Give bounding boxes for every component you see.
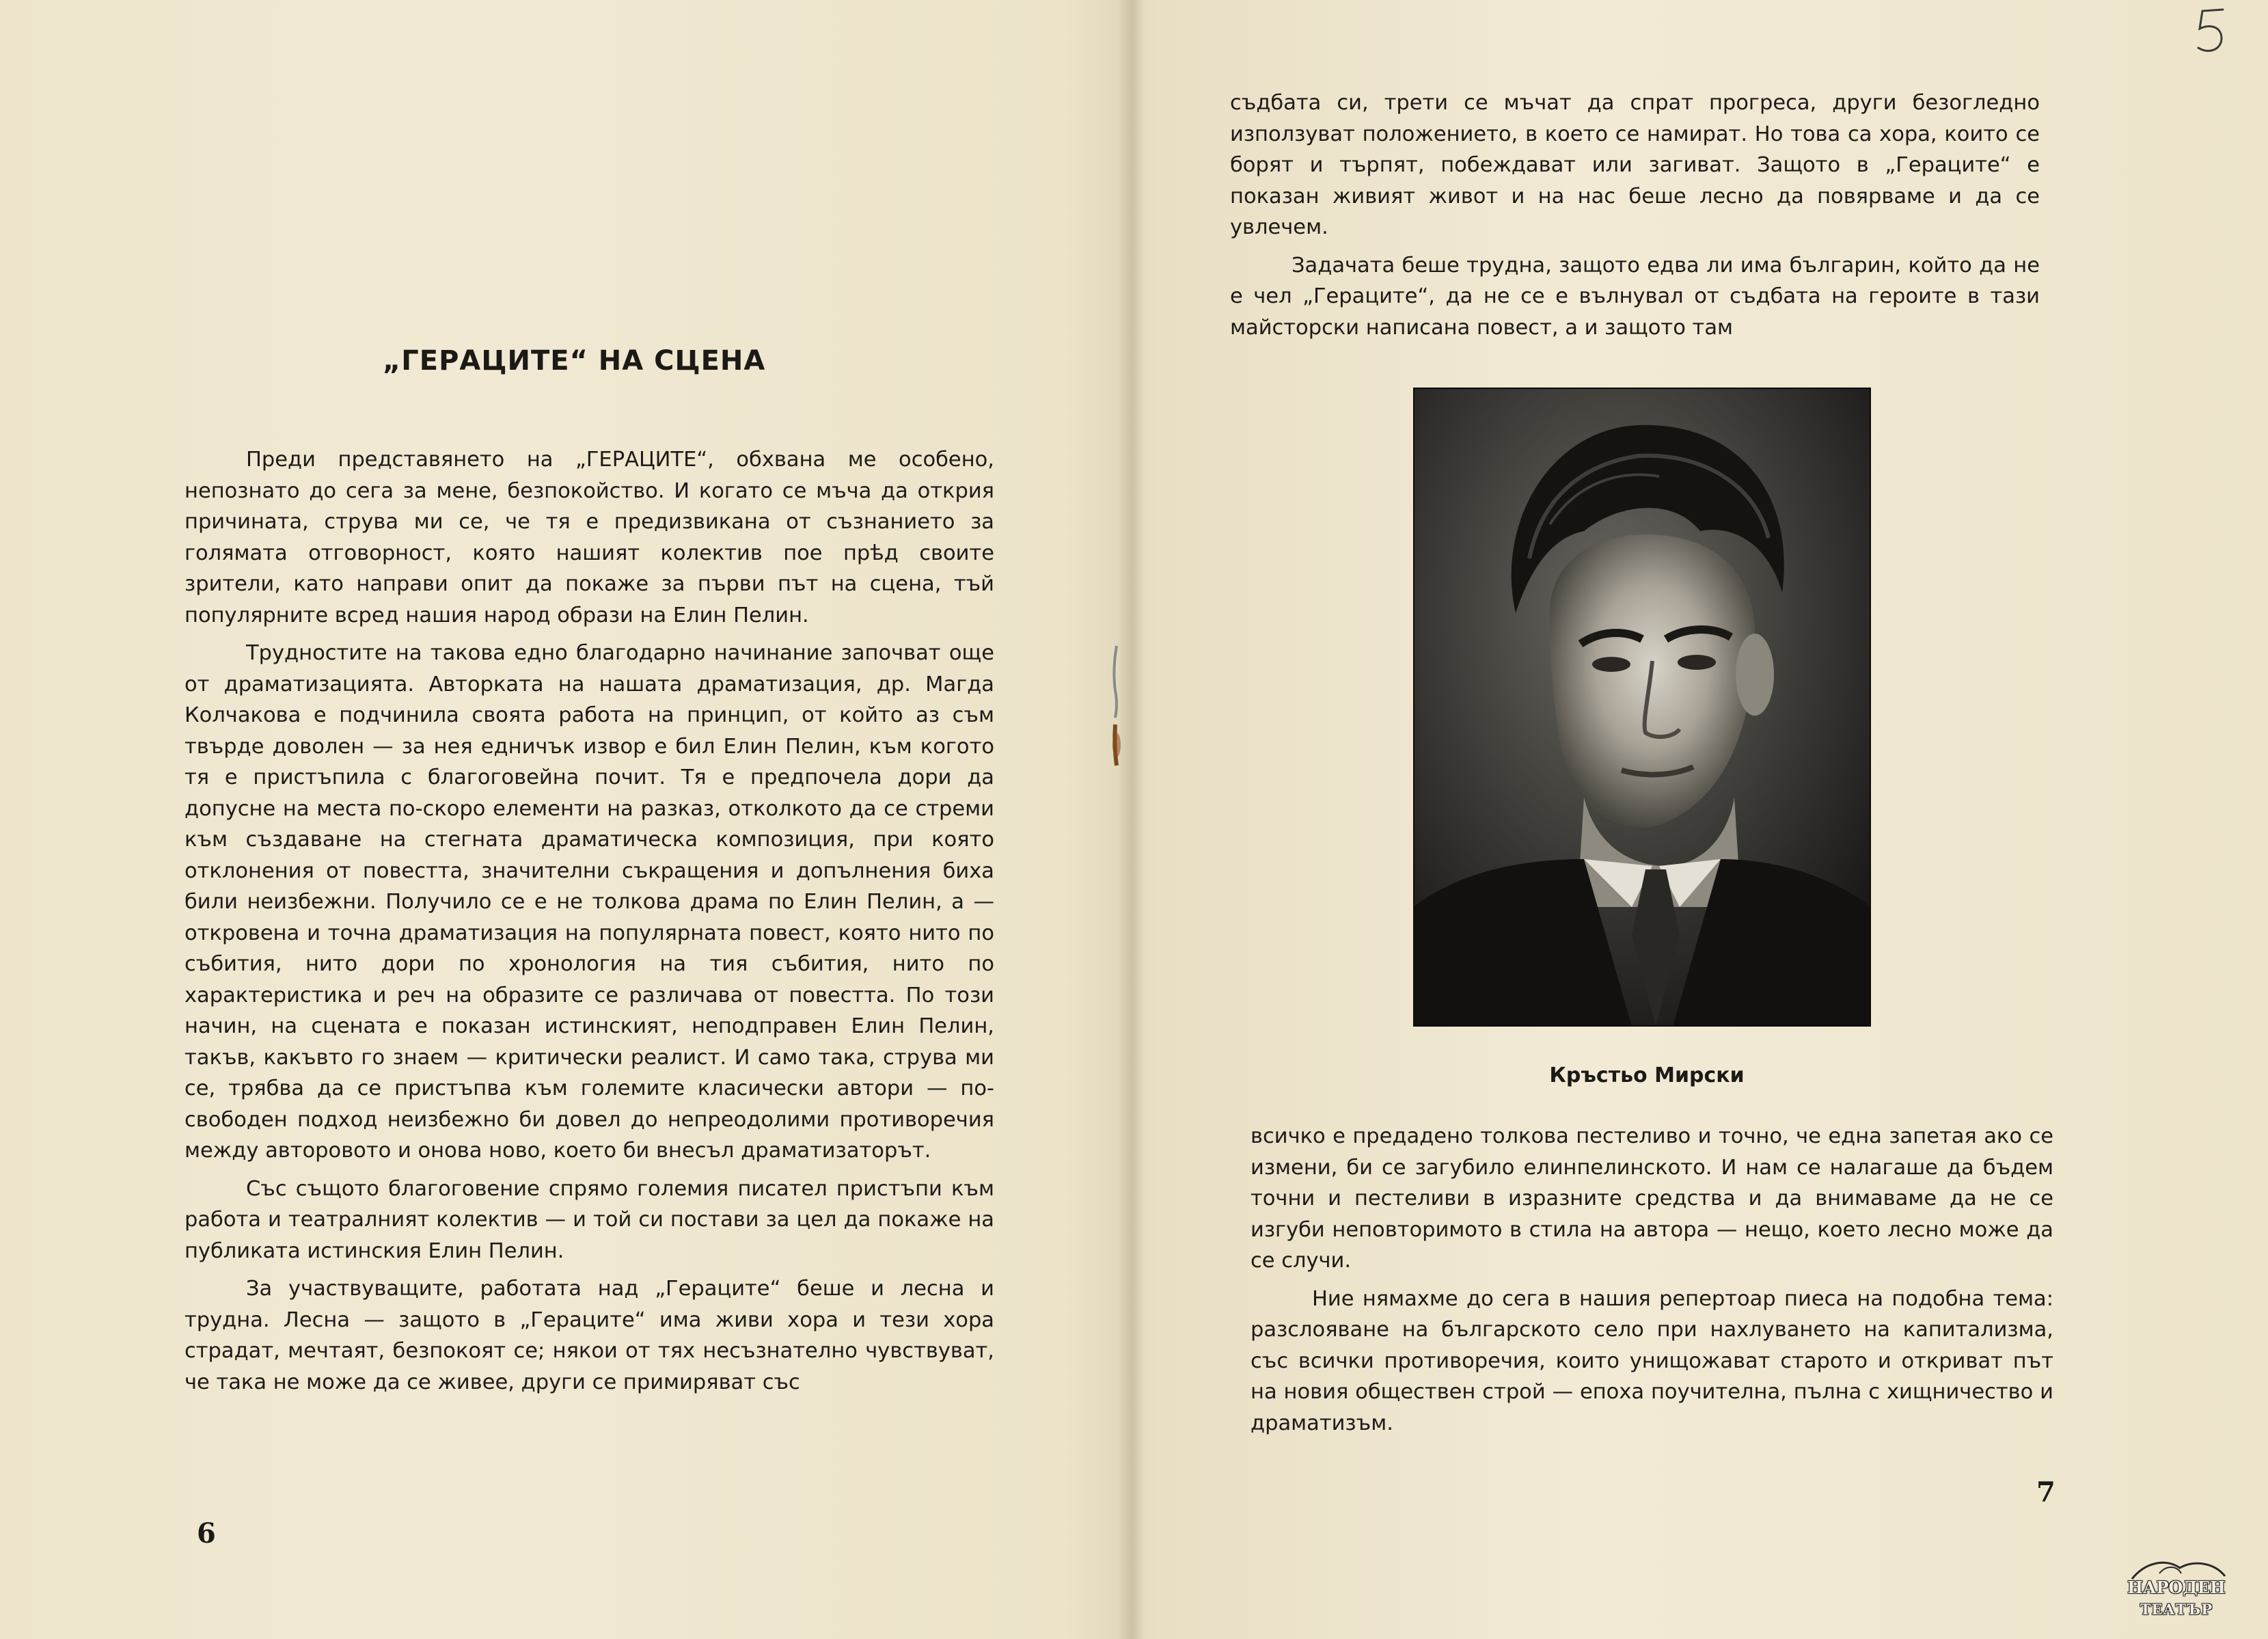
paragraph: съдбата си, трети се мъчат да спрат прогреса, други безогледно използуват положението, в което се намират. Но това са хора, които се борят и търпят, побеждават или загиват. Защото в „Гераците“ е показан живият живот и на нас беше лесно да повярваме и да се увлечем. <box>1230 91 2040 239</box>
page-number-left: 6 <box>197 1517 216 1549</box>
center-fold <box>1117 0 1145 1639</box>
portrait-photo <box>1413 388 1871 1027</box>
handwritten-mark <box>2190 4 2231 59</box>
photo-caption: Кръстьо Мирски <box>1549 1064 1745 1087</box>
page-number-right: 7 <box>2036 1476 2055 1508</box>
paragraph: Ние нямахме до сега в нашия репертоар пиеса на подобна тема: разслояване на българското село при нахлуването на капитализма, със всички противоречия, които унищожават старото и откриват път на новия обществен строй — епоха поучителна, пълна с хищничество и драматизъм. <box>1251 1286 2053 1435</box>
theatre-logo <box>2118 1558 2235 1634</box>
logo-line-2: ТЕАТЪР <box>2140 1601 2213 1618</box>
right-page-bottom-body <box>1251 1121 2053 1446</box>
paragraph: Преди представянето на „ГЕРАЦИТЕ“, обхвана ме особено, непознато до сега за мене, безпокойство. И когато се мъча да открия причината, струва ми се, че тя е предизвикана от съзнанието за голямата отговорност, която нашият колектив пое прѣд своите зрители, като направи опит да покаже за първи път на сцена, тъй популярните всред нашия народ образи на Елин Пелин. <box>185 448 994 627</box>
portrait-image <box>1413 388 1871 1027</box>
left-page-body <box>185 444 994 1405</box>
left-page <box>0 0 1121 1639</box>
paragraph: За участвуващите, работата над „Гераците“ беше и лесна и трудна. Лесна — защото в „Гераците“ има живи хора и тези хора страдат, мечтаят, безпокоят се; някои от тях несъзнателно чувствуват, че така не може да се живее, други се примиряват със <box>185 1277 994 1394</box>
page-title: „ГЕРАЦИТЕ“ НА СЦЕНА <box>383 345 766 377</box>
paragraph: Трудностите на такова едно благодарно начинание започват още от драматизацията. Авторката на нашата драматизация, др. Магда Колчакова е подчинила своята работа на принцип, от който аз съм твърде доволен — за нея едничък извор е бил Елин Пелин, към когото тя е пристъпила с благоговейна почит. Тя е предпочела дори да допусне на места по-скоро елементи на разказ, отколкото да се стреми към създаване на стегната драматическа композиция, при която отклонения от повестта, значителни съкращения и допълнения биха били неизбежни. Получило се е не толкова драма по Елин Пелин, а — откровена и точна драматизация на популярната повест, която нито по събития, нито дори по хронология на тия събития, нито по характеристика и реч на образите се различава от повестта. По този начин, на сцената е показан истинският, неподправен Елин Пелин, такъв, какъвто го знаем — критически реалист. И само така, струва ми се, трябва да се пристъпва към големите класически автори — по-свободен подход неизбежно би довел до непреодолими противоречия между авторовото и онова ново, което би внесъл драматизаторът. <box>185 641 994 1163</box>
paragraph: Задачата беше трудна, защото едва ли има българин, който да не е чел „Гераците“, да не се е вълнувал от съдбата на героите в тази майсторски написана повест, а и защото там <box>1230 253 2040 340</box>
right-page-top-body <box>1230 87 2040 350</box>
paragraph: всичко е предадено толкова пестеливо и точно, че една запетая ако се измени, би се загубило елинпелинското. И нам се налагаше да бъдем точни и пестеливи в изразните средства и да внимаваме да не се изгуби неповторимото в стила на автора — нещо, което лесно може да се случи. <box>1251 1124 2053 1273</box>
logo-line-1: НАРОДЕН <box>2127 1577 2226 1597</box>
paragraph: Със същото благоговение спрямо големия писател пристъпи към работа и театралният колектив — и той си постави за цел да покаже на публиката истинския Елин Пелин. <box>185 1176 994 1263</box>
